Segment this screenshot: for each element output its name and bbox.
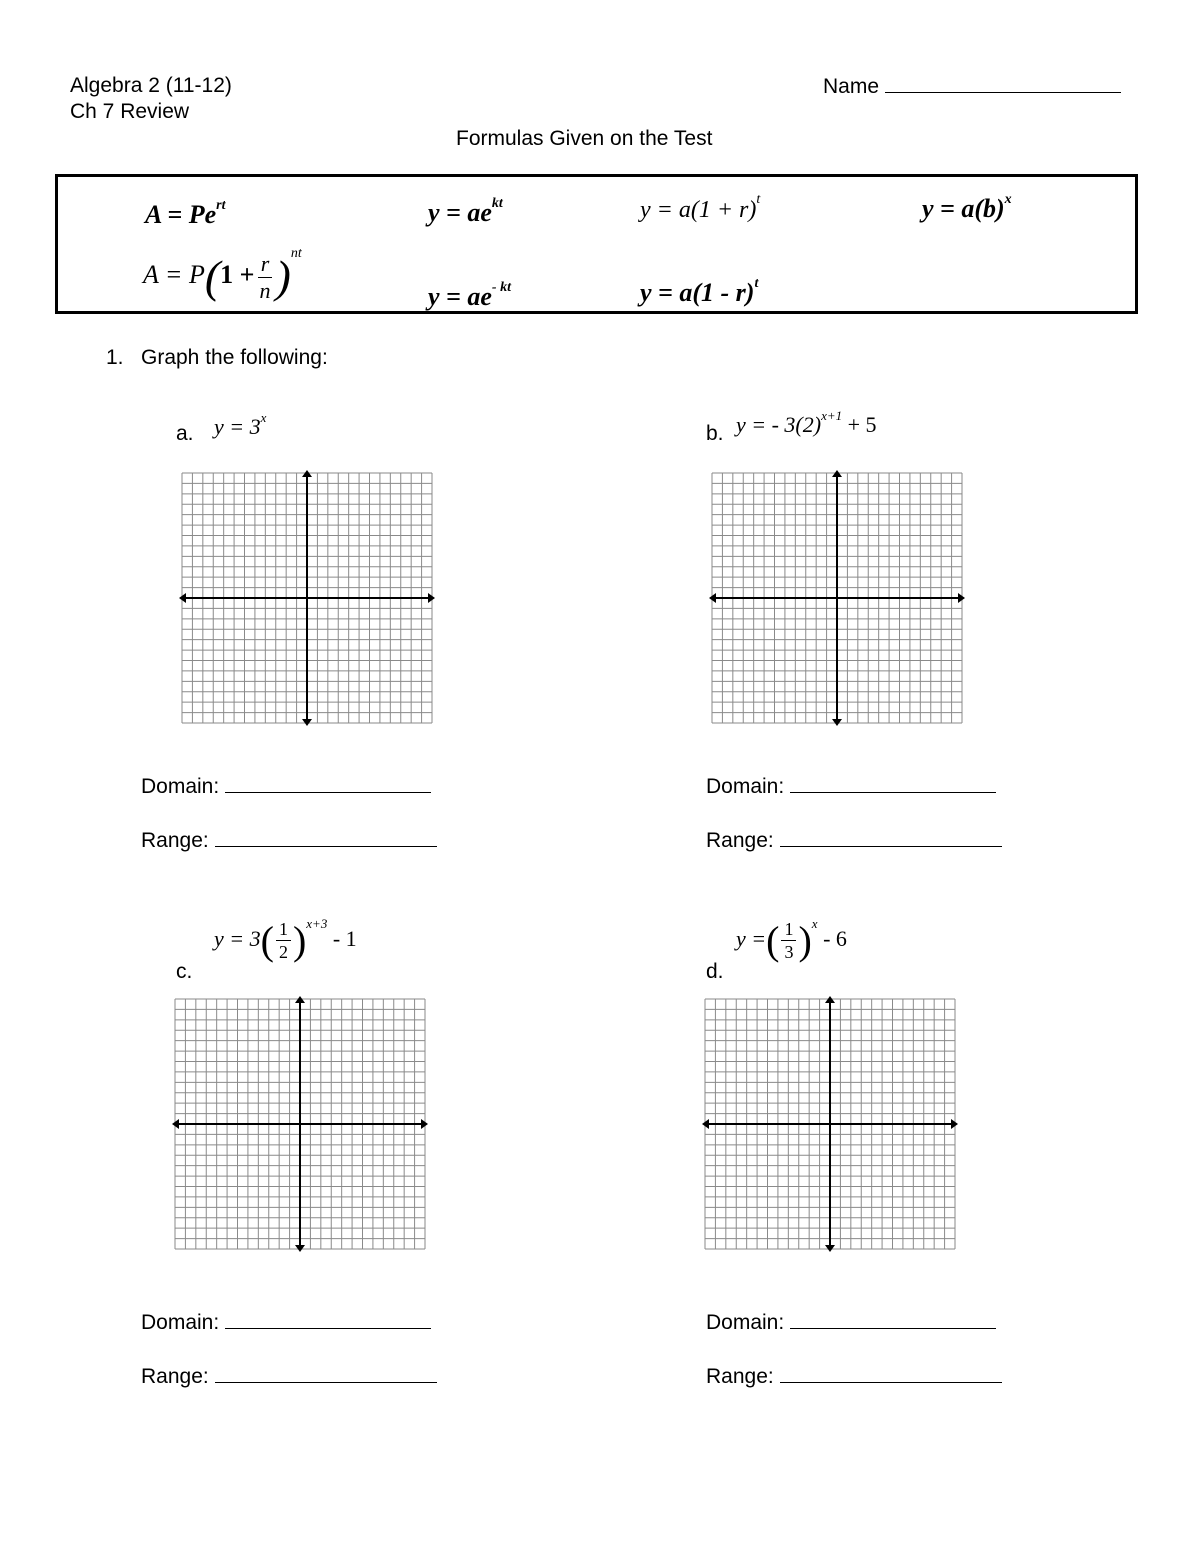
domain-blank-c[interactable] xyxy=(225,1310,431,1329)
domain-field-d[interactable]: Domain: xyxy=(706,1310,996,1335)
formula-exp-decay-rate: y = a(1 - r)$^t$ xyxy=(640,276,759,307)
formula-exp-growth-k: $y = ae^{kt}$ xyxy=(428,196,503,227)
range-field-c[interactable]: Range: xyxy=(141,1364,437,1389)
unit-title: Ch 7 Review xyxy=(70,100,190,123)
range-field-a[interactable]: Range: xyxy=(141,828,437,853)
problem-c-letter: c. xyxy=(176,960,193,983)
formula-compound-interest: A = P(1 + $\frac{r}{n}$ )$^{nt}$ xyxy=(143,246,302,303)
problem-c-equation: y = 3( $\frac{1}{2}$ )$^{x+3}$ - 1 xyxy=(214,916,357,963)
domain-field-b[interactable]: Domain: xyxy=(706,774,996,799)
domain-blank-b[interactable] xyxy=(790,774,996,793)
graph-grid-a[interactable] xyxy=(179,470,435,726)
range-blank-c[interactable] xyxy=(215,1364,437,1383)
name-blank[interactable] xyxy=(885,74,1121,93)
domain-blank-d[interactable] xyxy=(790,1310,996,1329)
name-field[interactable] xyxy=(823,74,1121,99)
range-blank-b[interactable] xyxy=(780,828,1002,847)
range-blank-d[interactable] xyxy=(780,1364,1002,1383)
range-field-d[interactable]: Range: xyxy=(706,1364,1002,1389)
range-blank-a[interactable] xyxy=(215,828,437,847)
question-number: 1. xyxy=(106,346,124,369)
problem-b-letter: b. xyxy=(706,422,724,445)
formula-continuous-compound: $A = Pe^{rt}$ xyxy=(145,198,226,229)
course-title: Algebra 2 (11-12) xyxy=(70,74,232,97)
domain-field-c[interactable]: Domain: xyxy=(141,1310,431,1335)
formula-exp-growth-rate: $y = a(1 + r)^t$ xyxy=(640,192,761,223)
domain-blank-a[interactable] xyxy=(225,774,431,793)
problem-b-equation: y = - $3(2)^{x+1} + 5$ xyxy=(736,408,877,437)
formula-exp-decay-k: $y = ae^{- kt}$ xyxy=(428,280,511,311)
graph-grid-d[interactable] xyxy=(702,996,958,1252)
problem-a-equation: $y = 3^x$ xyxy=(214,410,267,439)
name-label: Name xyxy=(823,75,880,98)
graph-grid-c[interactable] xyxy=(172,996,428,1252)
problem-d-equation: y =( $\frac{1}{3}$ )$^x$ - 6 xyxy=(736,916,847,963)
problem-a-letter: a. xyxy=(176,422,194,445)
formulas-subtitle: Formulas Given on the Test xyxy=(456,127,713,150)
formula-general-exponential: $y = a(b)^x$ xyxy=(922,192,1012,223)
question-prompt: Graph the following: xyxy=(141,346,328,369)
problem-d-letter: d. xyxy=(706,960,724,983)
domain-field-a[interactable]: Domain: xyxy=(141,774,431,799)
range-field-b[interactable]: Range: xyxy=(706,828,1002,853)
graph-grid-b[interactable] xyxy=(709,470,965,726)
